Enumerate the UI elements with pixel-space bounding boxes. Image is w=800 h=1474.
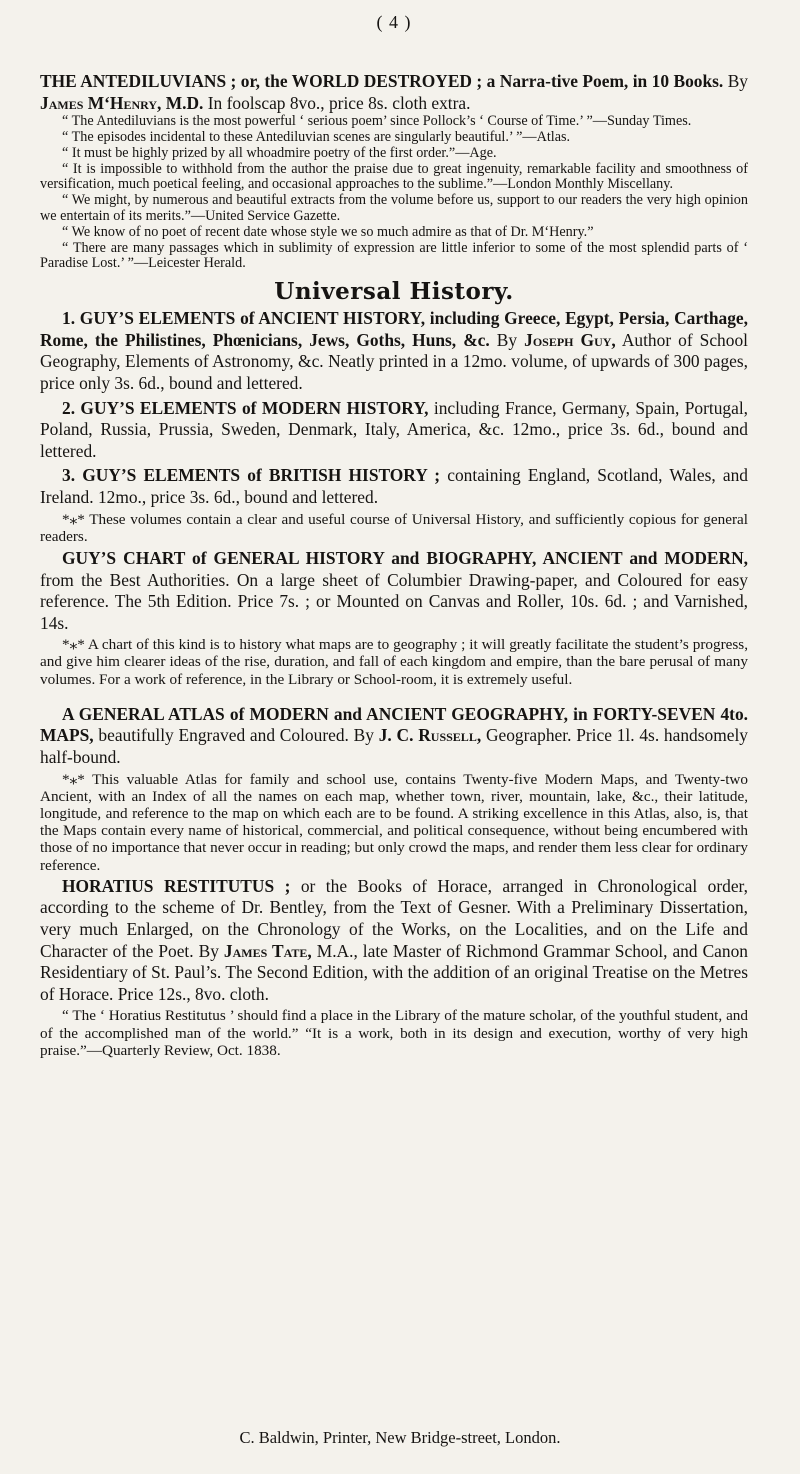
guy-british-desc: containing England, Scotland, Wales, and Ireland. 12mo., price 3s. 6d., bound and lettered. — [40, 465, 748, 507]
horatius-entry — [40, 876, 748, 1006]
guy-british-title: 3. GUY’S ELEMENTS of BRITISH HISTORY ; — [62, 465, 441, 486]
review-quote: “ We might, by numerous and beautiful extracts from the volume before us, support to our readers the very high opinion we entertain of its merits.”—United Service Gazette. — [40, 192, 748, 224]
atlas-entry — [40, 704, 748, 769]
atlas-desc2: Geographer. Price 1l. 4s. handsomely half-bound. — [40, 725, 748, 768]
guy-chart-entry — [40, 548, 748, 634]
guy-british-entry — [40, 465, 748, 508]
guy-volumes-note: *⁎* These volumes contain a clear and useful course of Universal History, and sufficiently copious for general readers. — [40, 510, 748, 545]
by-word: By — [496, 329, 518, 350]
antediluvians-author: James M‘Henry, M.D. — [40, 92, 204, 113]
antediluvians-title: THE ANTEDILUVIANS ; or, the WORLD DESTROYED ; a Narra-tive Poem, in 10 Books. — [40, 71, 724, 91]
antediluvians-desc: In foolscap 8vo., price 8s. cloth extra. — [207, 92, 471, 113]
page-number: ( 4 ) — [376, 12, 412, 32]
review-quote: “ The Antediluvians is the most powerful ‘ serious poem’ since Pollock’s ‘ Course of Time.’ ”—Sunday Times. — [62, 113, 692, 130]
printer-imprint: C. Baldwin, Printer, New Bridge-street, London. — [239, 1428, 561, 1447]
guy-ancient-title: 1. GUY’S ELEMENTS of ANCIENT HISTORY, including Greece, Egypt, Persia, Carthage, Rome, the Philistines, Phœnicians, Jews, Goths, Huns, &c. — [40, 308, 748, 350]
review-quote: “ We know of no poet of recent date whose style we so much admire as that of Dr. M‘Henry.” — [62, 223, 594, 240]
by-word: By — [727, 71, 748, 91]
horatius-desc2: M.A., late Master of Richmond Grammar School, and Canon Residentiary of St. Paul’s. The Second Edition, with the addition of an original Treatise on the Metres of Horace. Price 12s., 8vo. cloth. — [40, 940, 748, 1004]
atlas-note: *⁎* This valuable Atlas for family and school use, contains Twenty-five Modern Maps, and Twenty-two Ancient, with an Index of all the names on each map, whether town, river, mountain, lake, &c., their latitude, longitude, and reference to the map on which each are to be found. A striking excellence in this Atlas, also, is, that the Maps contain every name of historical, commercial, and political consequence, without being encumbered with those of no importance that never occur in reading; but only crowd the maps, and render them less clear for ordinary reference. — [40, 770, 748, 874]
antediluvians-advert — [40, 71, 748, 114]
review-quote: “ There are many passages which in sublimity of expression are little inferior to some of the most splendid parts of ‘ Paradise Lost.’ ”—Leicester Herald. — [40, 239, 748, 272]
guy-chart-desc: from the Best Authorities. On a large sheet of Columbier Drawing-paper, and Coloured for easy reference. The 5th Edition. Price 7s. ; or Mounted on Canvas and Roller, 10s. 6d. ; and Varnished, 14s. — [40, 569, 748, 633]
guy-chart-title: GUY’S CHART of GENERAL HISTORY and BIOGRAPHY, ANCIENT and MODERN, — [62, 547, 748, 568]
guy-modern-desc: including France, Germany, Spain, Portugal, Poland, Russia, Prussia, Sweden, Denmark, Italy, America, &c. 12mo., price 3s. 6d., bound and lettered. — [40, 397, 748, 461]
guy-ancient-author: Joseph Guy, — [524, 329, 616, 350]
horatius-review: “ The ‘ Horatius Restitutus ’ should find a place in the Library of the mature scholar, of the youthful student, and of the accomplished man of the world.” “It is a work, both in its design and execution, worthy of very high praise.”—Quarterly Review, Oct. 1838. — [40, 1007, 748, 1059]
guy-modern-entry — [40, 398, 748, 463]
atlas-title: A GENERAL ATLAS of MODERN and ANCIENT GEOGRAPHY, in FORTY-SEVEN 4to. MAPS, — [40, 703, 748, 746]
guy-chart-note: *⁎* A chart of this kind is to history what maps are to geography ; it will greatly facilitate the student’s progress, and give him clearer ideas of the rise, duration, and fall of each kingdom and empire, than the bare perusal of many volumes. For a work of reference, in the Library or School-room, it is extremely useful. — [40, 636, 748, 688]
horatius-author: James Tate, — [223, 940, 312, 961]
atlas-author: J. C. Russell, — [378, 725, 482, 746]
guy-ancient-desc: Author of School Geography, Elements of Astronomy, &c. Neatly printed in a 12mo. volume, of upwards of 300 pages, price only 3s. 6d., bound and lettered. — [40, 329, 748, 393]
atlas-desc: beautifully Engraved and Coloured. By — [98, 725, 374, 746]
review-quote: “ It is impossible to withhold from the author the praise due to great ingenuity, remarkable facility and smoothness of versification, much poetical feeling, and occasional approaches to the sublime.”—London Monthly Miscellany. — [40, 160, 748, 193]
antediluvians-entry — [40, 71, 748, 272]
guy-modern-title: 2. GUY’S ELEMENTS of MODERN HISTORY, — [62, 397, 429, 418]
guy-ancient-entry — [40, 308, 748, 394]
horatius-desc: or the Books of Horace, arranged in Chronological order, according to the scheme of Dr. Bentley, from the Text of Gesner. With a Preliminary Dissertation, very much Enlarged, on the Chronology of the Works, on the Localities, and on the Life and Character of the Poet. By — [40, 875, 748, 961]
section-heading-universal-history: Universal History. — [274, 278, 514, 306]
review-quote: “ The episodes incidental to these Antediluvian scenes are singularly beautiful.’ ”—Atlas. — [62, 128, 571, 145]
antediluvians-reviews — [40, 114, 748, 272]
review-quote: “ It must be highly prized by all whoadmire poetry of the first order.”—Age. — [62, 144, 497, 161]
horatius-title: HORATIUS RESTITUTUS ; — [62, 875, 291, 896]
